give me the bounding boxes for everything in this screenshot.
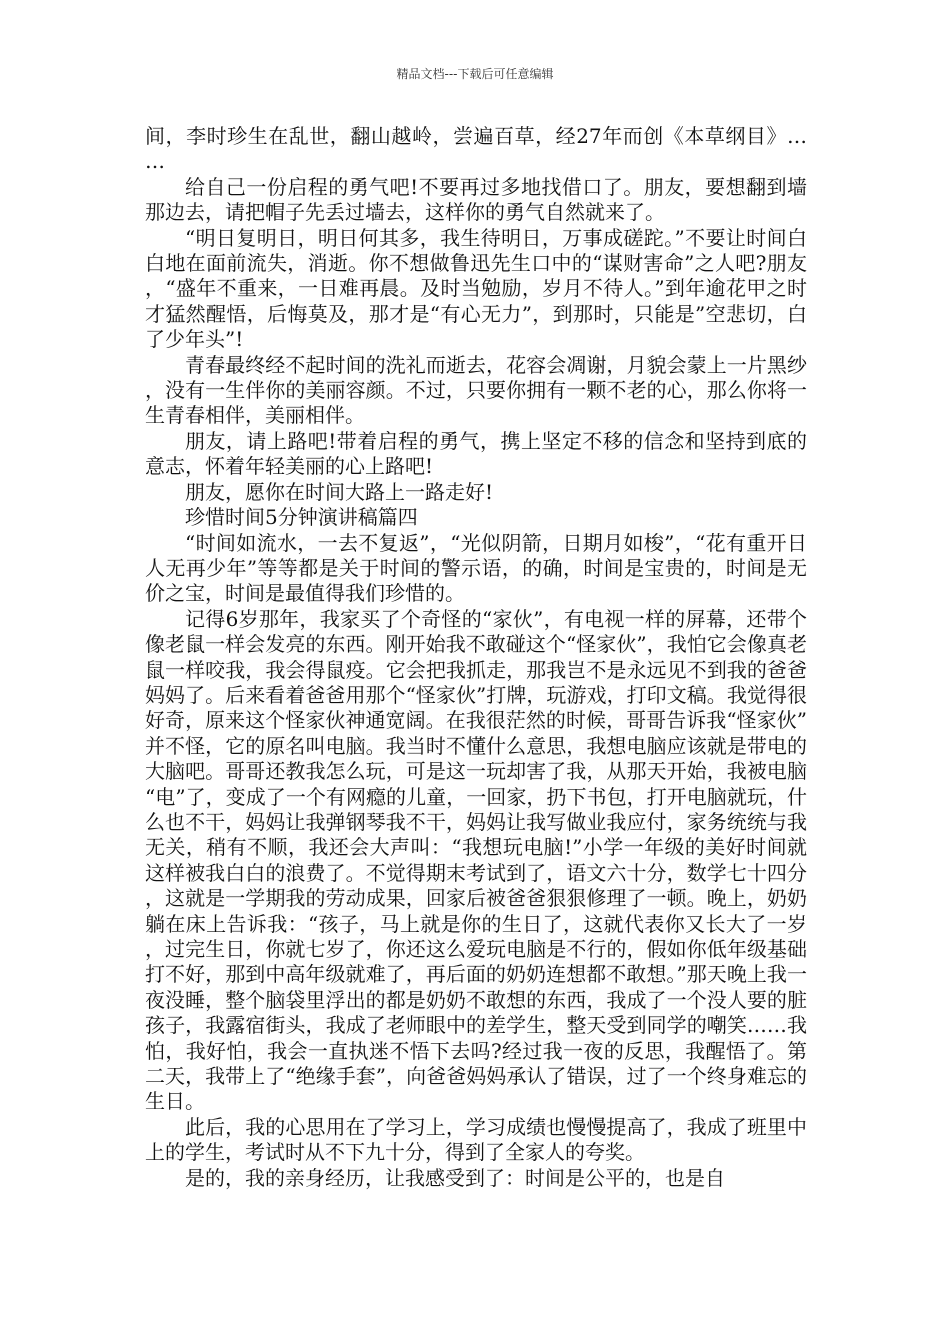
paragraph: “时间如流水，一去不复返”，“光似阴箭，日期月如梭”，“花有重开日人无再少年”等等都是关于时间的警示语，的确，时间是宝贵的，时间是无价之宝，时间是最值得我们珍惜的。 (145, 530, 807, 606)
paragraph: 此后，我的心思用在了学习上，学习成绩也慢慢提高了，我成了班里中上的学生，考试时从不下九十分，得到了全家人的夸奖。 (145, 1114, 807, 1165)
paragraph: 朋友，愿你在时间大路上一路走好! (185, 479, 494, 504)
paragraph: 间，李时珍生在乱世，翻山越岭，尝遍百草，经27年而创《本草纲目》…… (145, 124, 807, 174)
paragraph: 朋友，请上路吧!带着启程的勇气，携上坚定不移的信念和坚持到底的意志，怀着年轻美丽的心上路吧! (145, 428, 807, 479)
paragraph: “明日复明日，明日何其多，我生待明日，万事成磋跎。”不要让时间白白地在面前流失，消逝。你不想做鲁迅先生口中的“谋财害命”之人吧?朋友，“盛年不重来，一日难再晨。及时当勉励，岁月不待人。”到年逾花甲之时才猛然醒悟，后悔莫及，那才是“有心无力”，到那时，只能是”空悲切，白了少年头”! (145, 225, 807, 352)
paragraph: 给自己一份启程的勇气吧!不要再过多地找借口了。朋友，要想翻到墙那边去，请把帽子先丢过墙去，这样你的勇气自然就来了。 (145, 174, 807, 225)
paragraph: 是的，我的亲身经历，让我感受到了：时间是公平的，也是自 (185, 1165, 725, 1190)
paragraph: 记得6岁那年，我家买了个奇怪的“家伙”，有电视一样的屏幕，还带个像老鼠一样会发亮的东西。刚开始我不敢碰这个“怪家伙”，我怕它会像真老鼠一样咬我，我会得鼠疫。它会把我抓走，那我岂不是永远见不到我的爸爸妈妈了。后来看着爸爸用那个“怪家伙”打牌，玩游戏，打印文稿。我觉得很好奇，原来这个怪家伙神通宽阔。在我很茫然的时候，哥哥告诉我“怪家伙”并不怪，它的原名叫电脑。我当时不懂什么意思，我想电脑应该就是带电的大脑吧。哥哥还教我怎么玩，可是这一玩却害了我，从那天开始，我被电脑“电”了，变成了一个有网瘾的儿童，一回家，扔下书包，打开电脑就玩，什么也不干，妈妈让我弹钢琴我不干，妈妈让我写做业我应付，家务统统与我无关，稍有不顺，我还会大声叫：“我想玩电脑!”小学一年级的美好时间就这样被我白白的浪费了。不觉得期末考试到了，语文六十分，数学七十四分，这就是一学期我的劳动成果，回家后被爸爸狠狠修理了一顿。晚上，奶奶躺在床上告诉我：“孩子，马上就是你的生日了，这就代表你又长大了一岁，过完生日，你就七岁了，你还这么爱玩电脑是不行的，假如你低年级基础打不好，那到中高年级就难了，再后面的奶奶连想都不敢想。”那天晚上我一夜没睡，整个脑袋里浮出的都是奶奶不敢想的东西，我成了一个没人要的脏孩子，我露宿街头，我成了老师眼中的差学生，整天受到同学的嘲笑……我怕，我好怕，我会一直执迷不悟下去吗?经过我一夜的反思，我醒悟了。第二天，我带上了“绝缘手套”，向爸爸妈妈承认了错误，过了一个终身难忘的生日。 (145, 606, 807, 1114)
document-body (145, 124, 807, 1191)
section-heading: 珍惜时间5分钟演讲稿篇四 (185, 505, 418, 530)
page-header: 精品文档---下载后可任意编辑 (396, 67, 554, 81)
paragraph: 青春最终经不起时间的洗礼而逝去，花容会凋谢，月貌会蒙上一片黑纱，没有一生伴你的美丽容颜。不过，只要你拥有一颗不老的心，那么你将一生青春相伴，美丽相伴。 (145, 352, 807, 428)
